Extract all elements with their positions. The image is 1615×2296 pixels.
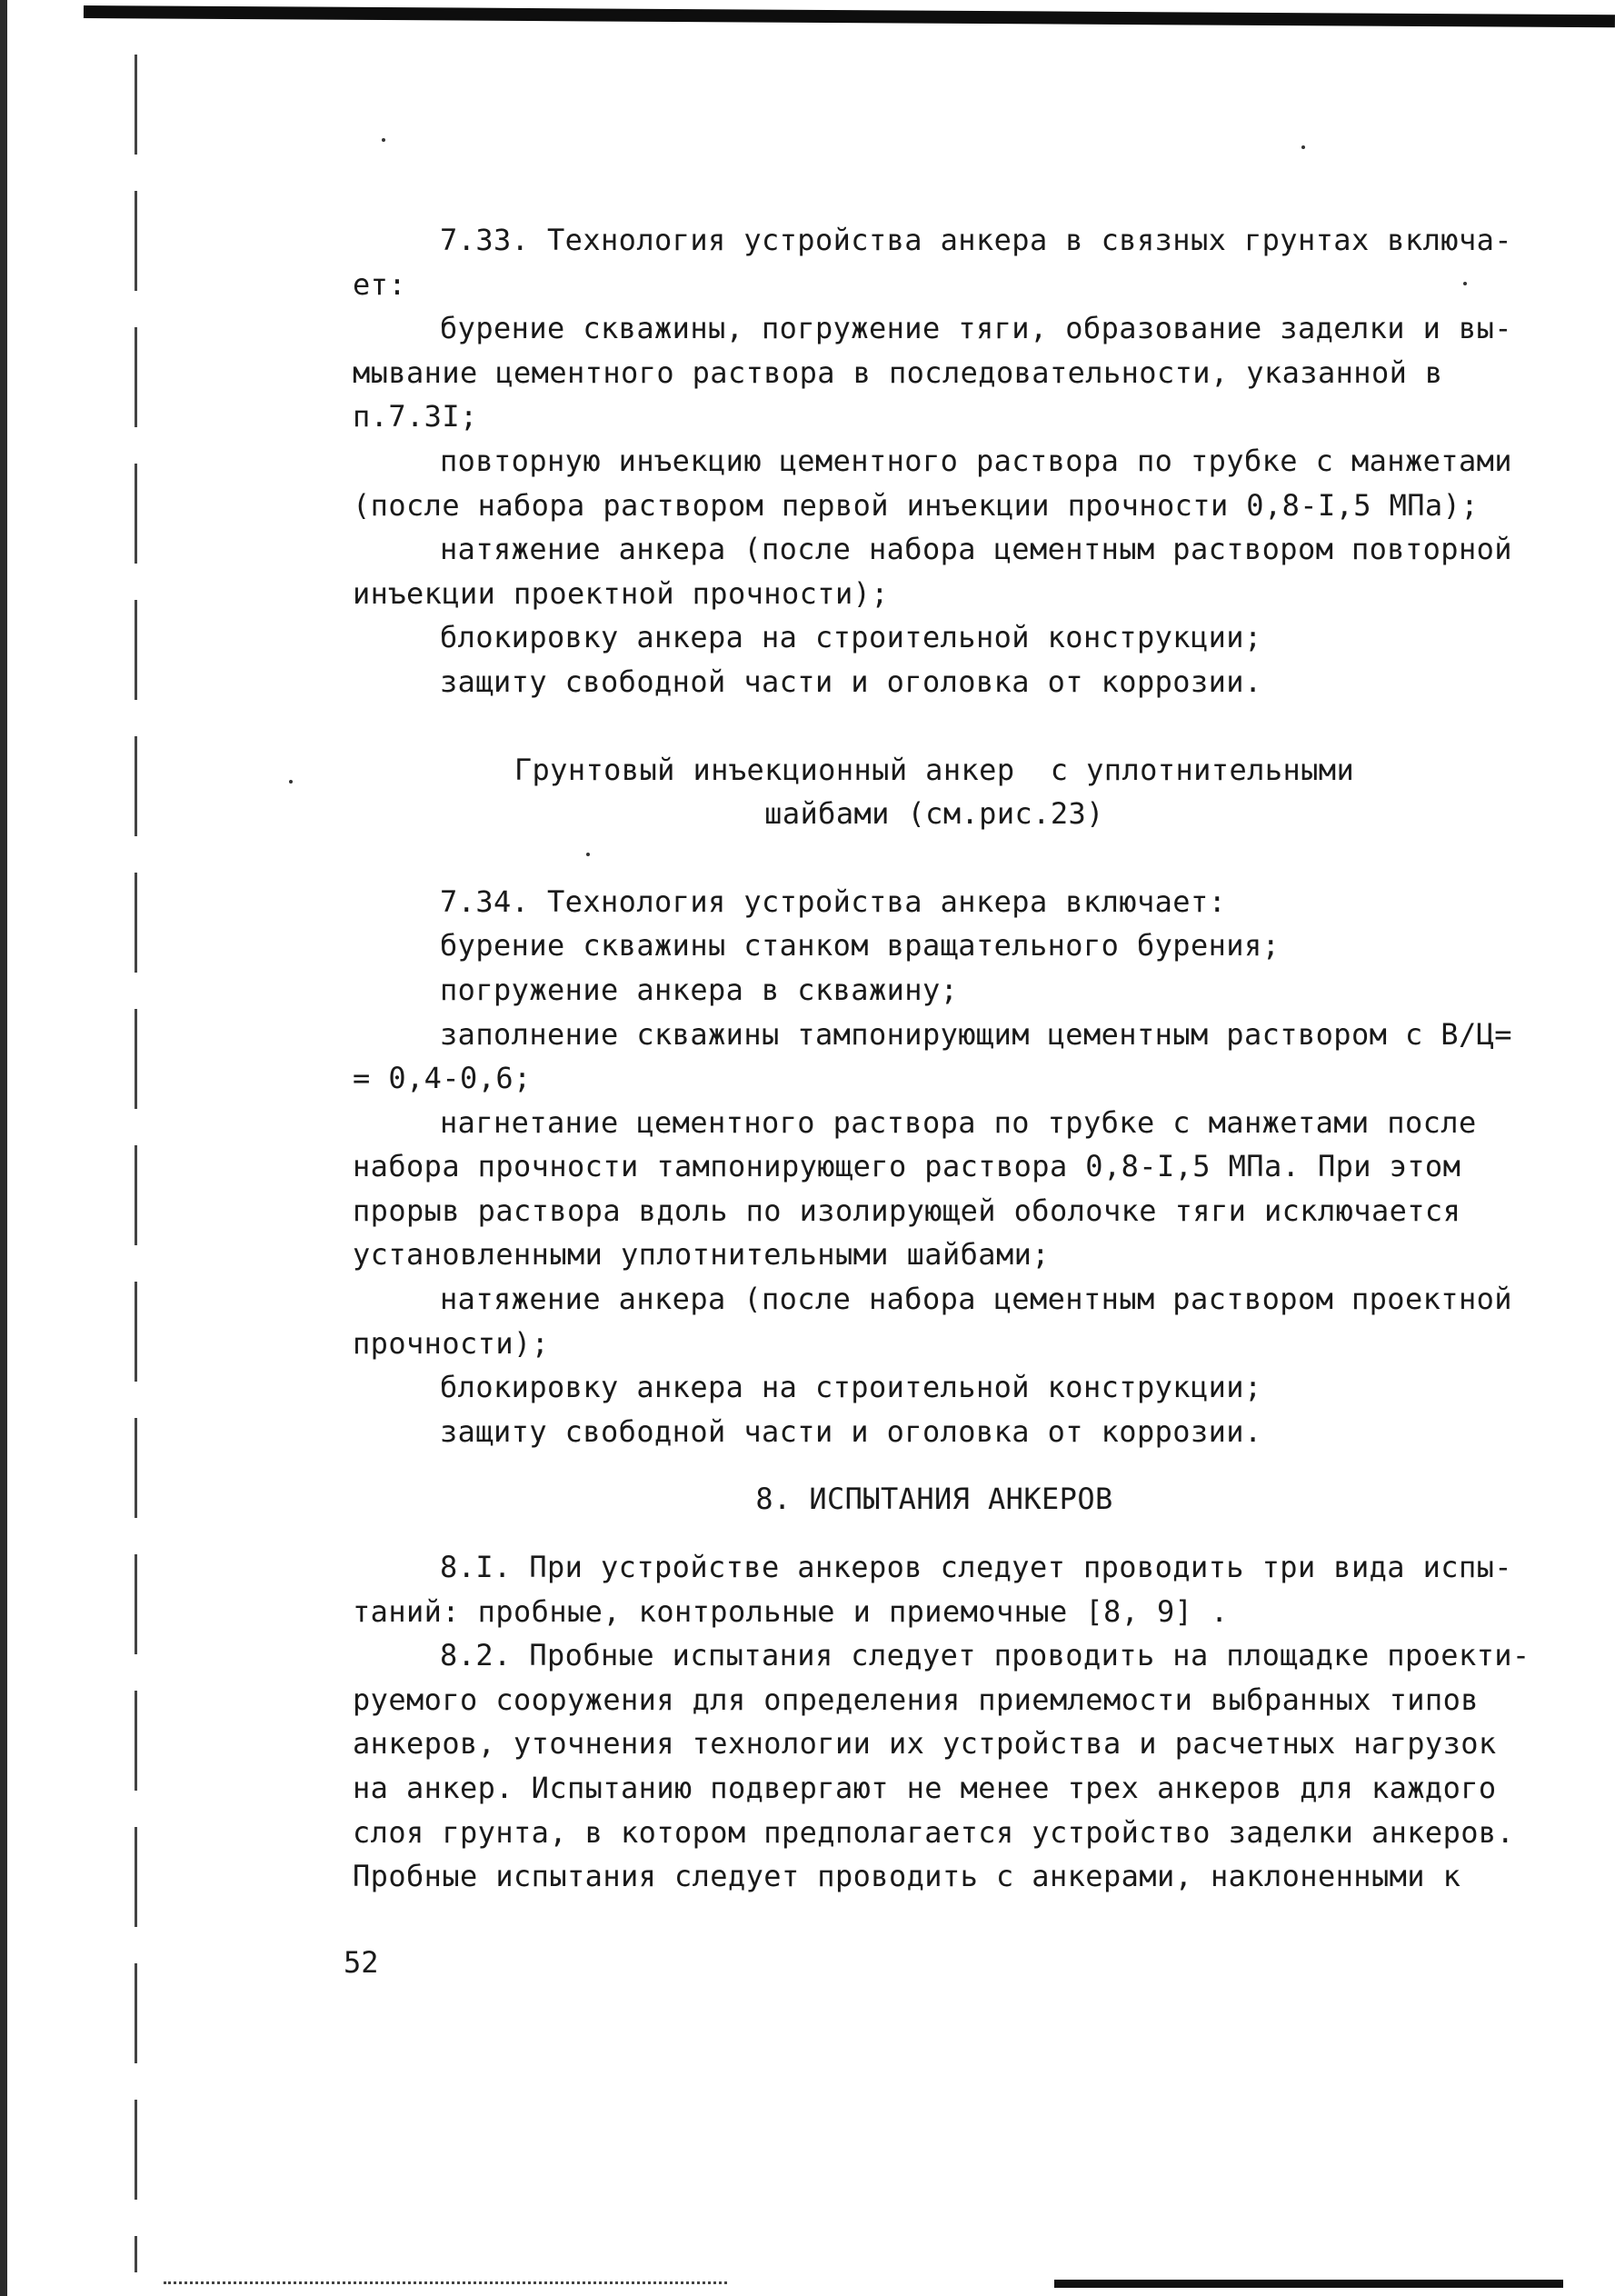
paragraph-line: п.7.3I; [353,399,478,434]
scan-left-edge [0,0,7,2296]
section-7-33 [353,218,1516,704]
page-number: 52 [344,1945,379,1980]
subheading [353,748,1516,836]
paragraph-line: набора прочности тампонирующего раствора 0,8-I,5 МПа. При этом [353,1149,1461,1184]
paragraph-line: блокировку анкера на строительной конструкции; [440,1370,1262,1405]
scan-speck [382,138,385,142]
subheading-line: шайбами (см.рис.23) [764,796,1104,832]
scan-bottom-border [1054,2280,1563,2288]
paragraph-line: 7.34. Технология устройства анкера включает: [440,883,1227,919]
section-8 [353,1545,1530,1899]
scan-speck [1301,145,1305,149]
paragraph-line: (после набора раствором первой инъекции прочности 0,8-I,5 МПа); [353,487,1479,523]
paragraph-line: прочности); [353,1325,550,1361]
paragraph-line: натяжение анкера (после набора цементным раствором повторной [440,532,1512,567]
paragraph-line: руемого сооружения для определения приемлемости выбранных типов [353,1682,1479,1717]
subheading-line: Грунтовый инъекционный анкер с уплотнительными [513,752,1355,787]
paragraph-line: установленными уплотнительными шайбами; [353,1237,1050,1273]
paragraph-line: 7.33. Технология устройства анкера в связных грунтах включа- [440,223,1512,257]
paragraph-line: Пробные испытания следует проводить с анкерами, наклоненными к [353,1859,1461,1894]
paragraph-line: бурение скважины, погружение тяги, образование заделки и вы- [440,311,1512,346]
paragraph-line: защиту свободной части и оголовка от коррозии. [440,1413,1262,1449]
paragraph-line: на анкер. Испытанию подвергают не менее трех анкеров для каждого [353,1771,1497,1805]
paragraph-line: блокировку анкера на строительной конструкции; [440,620,1262,655]
paragraph-line: = 0,4-0,6; [353,1061,532,1096]
paragraph-line: инъекции проектной прочности); [353,575,889,611]
scan-bottom-dots [164,2281,727,2284]
paragraph-line: ет: [353,266,406,302]
paragraph-line: повторную инъекцию цементного раствора по трубке с манжетами [440,443,1512,478]
paragraph-line: таний: пробные, контрольные и приемочные [8, 9] . [353,1593,1229,1629]
scan-top-border [84,5,1615,27]
section-heading: 8. ИСПЫТАНИЯ АНКЕРОВ [755,1482,1113,1517]
paragraph-line: защиту свободной части и оголовка от коррозии. [440,664,1262,699]
paragraph-line: нагнетание цементного раствора по трубке с манжетами после [440,1104,1477,1140]
paragraph-line: анкеров, уточнения технологии их устройства и расчетных нагрузок [353,1726,1497,1762]
paragraph-line: 8.I. При устройстве анкеров следует проводить три вида испы- [440,1550,1512,1585]
scan-speck [289,780,293,784]
paragraph-line: прорыв раствора вдоль по изолирующей оболочке тяги исключается [353,1193,1461,1228]
paragraph-line: 8.2. Пробные испытания следует проводить на площадке проекти- [440,1638,1530,1673]
section-7-34 [353,880,1516,1454]
paragraph-line: слоя грунта, в котором предполагается устройство заделки анкеров. [353,1814,1515,1850]
paragraph-line: мывание цементного раствора в последовательности, указанной в [353,354,1443,390]
paragraph-line: погружение анкера в скважину; [440,972,959,1007]
paragraph-line: бурение скважины станком вращательного бурения; [440,928,1281,963]
scan-left-margin-marks [135,55,137,2272]
document-page [353,218,1530,1899]
paragraph-line: натяжение анкера (после набора цементным раствором проектной [440,1282,1512,1317]
paragraph-line: заполнение скважины тампонирующим цементным раствором с В/Ц= [440,1016,1512,1052]
